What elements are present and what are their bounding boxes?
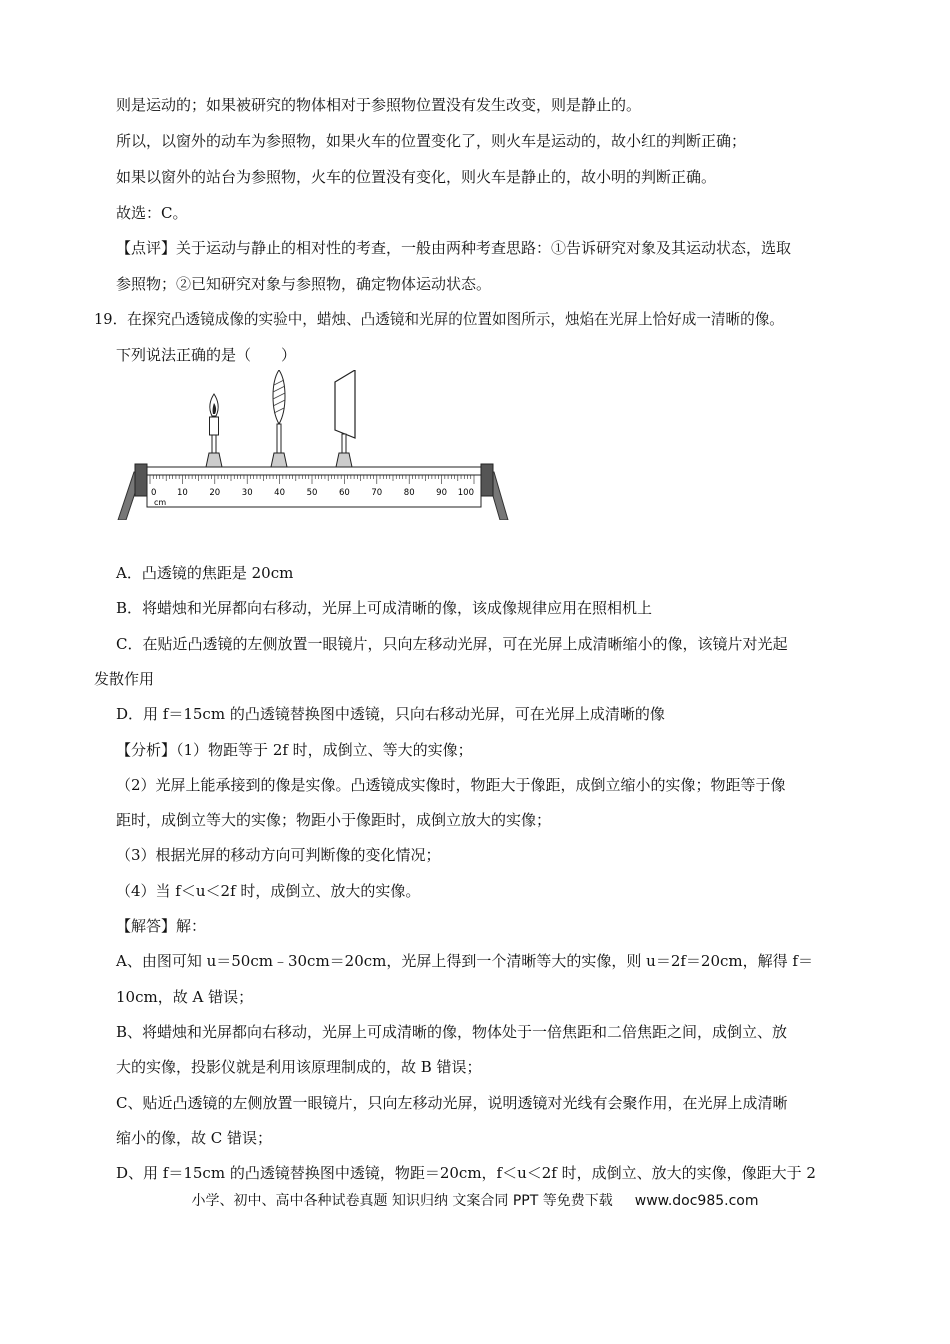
left-end-block bbox=[135, 464, 147, 496]
footer-text: 小学、初中、高中各种试卷真题 知识归纳 文案合同 PPT 等免费下载 bbox=[191, 1193, 613, 1209]
ruler-tick-label: 100 bbox=[457, 488, 474, 498]
option-d: D．用 f＝15cm 的凸透镜替换图中透镜，只向右移动光屏，可在光屏上成清晰的像 bbox=[116, 705, 665, 723]
analysis-line: （2）光屏上能承接到的像是实像。凸透镜成实像时，物距大于像距，成倒立缩小的实像；物距等于像 bbox=[116, 776, 786, 794]
ruler-tick-label: 80 bbox=[403, 488, 415, 498]
ruler-tick-label: 20 bbox=[209, 488, 221, 498]
ruler-tick-label: 70 bbox=[371, 488, 383, 498]
ruler-tick-label: 10 bbox=[176, 488, 188, 498]
footer-url[interactable]: www.doc985.com bbox=[634, 1193, 759, 1209]
optical-bench-figure bbox=[116, 370, 516, 520]
comment-line: 【点评】关于运动与静止的相对性的考查，一般由两种考查思路：①告诉研究对象及其运动状态，选取 bbox=[116, 239, 792, 257]
analysis-line: （4）当 f＜u＜2f 时，成倒立、放大的实像。 bbox=[116, 882, 421, 900]
candle bbox=[206, 394, 222, 467]
answer-line: D、用 f＝15cm 的凸透镜替换图中透镜，物距＝20cm，f＜u＜2f 时，成倒立、放大的实像，像距大于 2 bbox=[116, 1164, 816, 1182]
screen-icon bbox=[335, 370, 355, 438]
option-c: C．在贴近凸透镜的左侧放置一眼镜片，只向左移动光屏，可在光屏上成清晰缩小的像，该镜片对光起 bbox=[116, 635, 788, 653]
answer-line: 【解答】解： bbox=[116, 917, 207, 935]
analysis-line: （3）根据光屏的移动方向可判断像的变化情况； bbox=[116, 846, 441, 864]
page-footer bbox=[0, 1190, 950, 1210]
ruler-tick-label: 40 bbox=[274, 488, 286, 498]
analysis-line: 距时，成倒立等大的实像；物距小于像距时，成倒立放大的实像； bbox=[116, 811, 552, 829]
ruler-tick-label: 50 bbox=[306, 488, 318, 498]
analysis-line: 【分析】（1）物距等于 2f 时，成倒立、等大的实像； bbox=[116, 741, 473, 759]
light-screen bbox=[335, 370, 355, 467]
paragraph-line: 如果以窗外的站台为参照物，火车的位置没有变化，则火车是静止的，故小明的判断正确。 bbox=[116, 168, 717, 186]
lens-icon bbox=[273, 370, 285, 424]
paragraph-line: 故选：C。 bbox=[116, 204, 188, 222]
comment-line: 参照物；②已知研究对象与参照物，确定物体运动状态。 bbox=[116, 275, 492, 293]
question-stem: 19．在探究凸透镜成像的实验中，蜡烛、凸透镜和光屏的位置如图所示，烛焰在光屏上恰好成一清晰的像。 bbox=[94, 311, 784, 328]
answer-line: B、将蜡烛和光屏都向右移动，光屏上可成清晰的像，物体处于一倍焦距和二倍焦距之间，成倒立、放 bbox=[116, 1023, 788, 1041]
ruler-tick-label: 30 bbox=[241, 488, 253, 498]
ruler-tick-label: 60 bbox=[338, 488, 350, 498]
paragraph-line: 所以，以窗外的动车为参照物，如果火车的位置变化了，则火车是运动的，故小红的判断正确； bbox=[116, 132, 747, 150]
ruler-tick-label: 90 bbox=[436, 488, 448, 498]
ruler-tick-label: 0 bbox=[151, 488, 157, 498]
answer-line: A、由图可知 u＝50cm﹣30cm＝20cm，光屏上得到一个清晰等大的实像，则 u＝2f＝20cm，解得 f＝ bbox=[116, 952, 813, 970]
option-a: A．凸透镜的焦距是 20cm bbox=[116, 564, 294, 582]
question-stem-cont: 下列说法正确的是（ ） bbox=[116, 346, 297, 364]
ruler-unit: cm bbox=[154, 498, 167, 507]
rail-top bbox=[147, 467, 481, 475]
option-b: B．将蜡烛和光屏都向右移动，光屏上可成清晰的像，该成像规律应用在照相机上 bbox=[116, 599, 653, 617]
answer-line: C、贴近凸透镜的左侧放置一眼镜片，只向左移动光屏，说明透镜对光线有会聚作用，在光屏上成清晰 bbox=[116, 1094, 788, 1112]
paragraph-line: 则是运动的；如果被研究的物体相对于参照物位置没有发生改变，则是静止的。 bbox=[116, 96, 642, 114]
option-c-cont: 发散作用 bbox=[94, 670, 155, 688]
answer-line: 缩小的像，故 C 错误； bbox=[116, 1129, 273, 1147]
answer-line: 10cm，故 A 错误； bbox=[116, 988, 254, 1006]
convex-lens bbox=[271, 370, 287, 467]
right-end-block bbox=[481, 464, 493, 496]
answer-line: 大的实像，投影仪就是利用该原理制成的，故 B 错误； bbox=[116, 1058, 482, 1076]
